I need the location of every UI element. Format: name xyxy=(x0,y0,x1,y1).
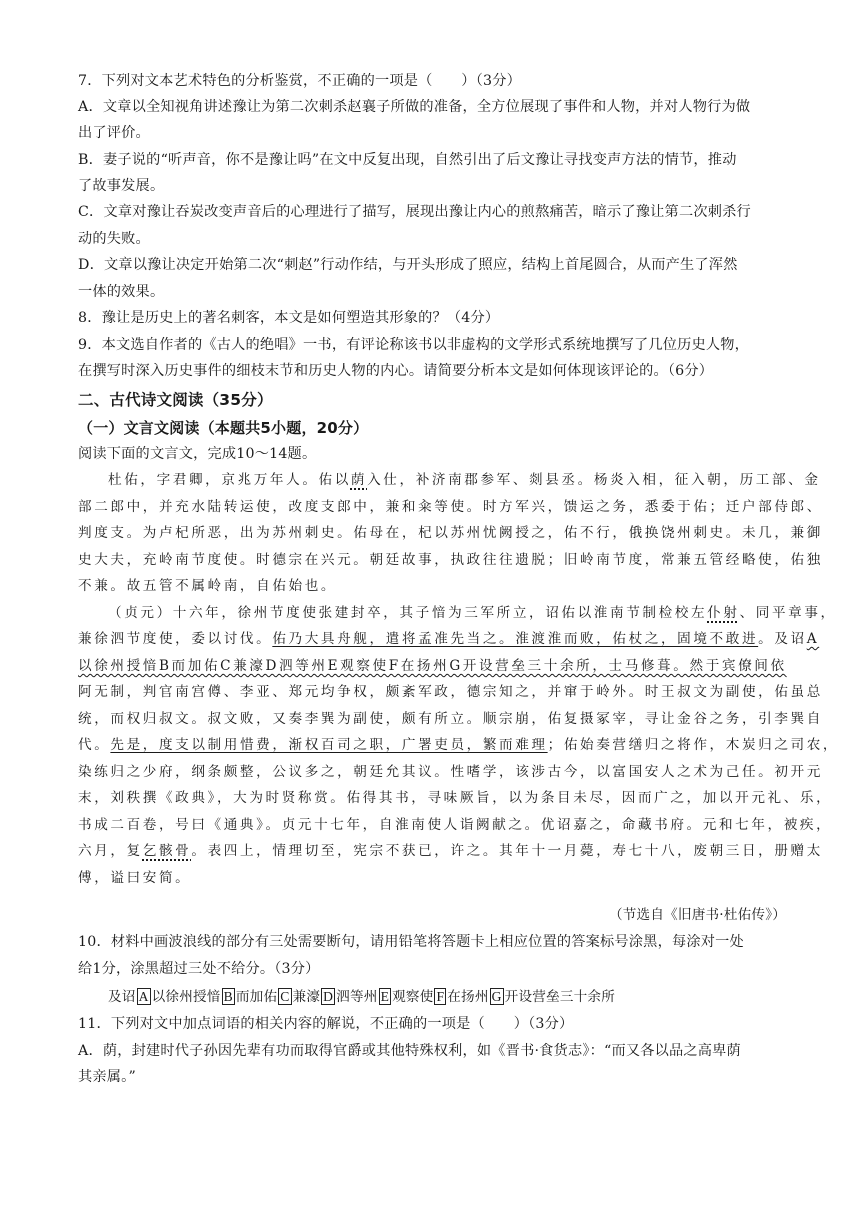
q11-stem: 11．下列对文中加点词语的相关内容的解说，不正确的一项是（ ）（3分） xyxy=(78,1016,574,1032)
dotted-word-qihaigu: 乞骸骨 xyxy=(142,843,192,859)
option-box-f[interactable]: F xyxy=(436,989,445,1004)
q7-option-d-line2: 一体的效果。 xyxy=(78,284,165,300)
passage-source: （节选自《旧唐书·杜佑传》） xyxy=(608,907,786,923)
passage-p2-line3-wavy: 以徐州授愔B而加佑C兼濠D泗等州E观察使F在扬州G开设营垒三十余所，士马修葺。然于宾僚间依 xyxy=(78,658,787,674)
option-box-c[interactable]: C xyxy=(280,989,290,1004)
q7-option-d-line1: D．文章以豫让决定开始第二次“刺赵”行动作结，与开头形成了照应，结构上首尾圆合，从而产生了浑然 xyxy=(78,257,738,273)
passage-p2-line11: 傅，谥曰安简。 xyxy=(78,870,192,886)
reading-instruction: 阅读下面的文言文，完成10～14题。 xyxy=(78,446,317,462)
passage-p1-line4: 史大夫，充岭南节度使。时德宗在兴元。朝廷故事，执政往往遗脱；旧岭南节度，常兼五管经略使，佑独 xyxy=(78,552,823,568)
passage-p2-line6: 代。先是，度支以制用惜费，渐权百司之职，广署吏员，繁而难理；佑始奏营缮归之将作，木炭归之司农， xyxy=(78,737,840,753)
dotted-word-puye: 仆射 xyxy=(707,605,740,621)
passage-p2-line8: 末，刘秩撰《政典》，大为时贤称赏。佑得其书，寻味厥旨，以为条目未尽，因而广之，加以开元礼、乐， xyxy=(78,790,833,806)
passage-p2-line4: 阿无制，判官南宫僔、李亚、郑元均争权，颇紊军政，德宗知之，并窜于岭外。时王叔文为副使，佑虽总 xyxy=(78,684,823,700)
q10-line1: 10．材料中画波浪线的部分有三处需要断句，请用铅笔将答题卡上相应位置的答案标号涂黑，每涂对一处 xyxy=(78,934,744,950)
option-box-b[interactable]: B xyxy=(223,989,233,1004)
underlined-sentence-2: 先是，度支以制用惜费，渐权百司之职，广署吏员，繁而难理 xyxy=(110,737,548,753)
q7-option-b-line1: B．妻子说的“听声音，你不是豫让吗”在文中反复出现，自然引出了后文豫让寻找变声方法的情节，推动 xyxy=(78,152,737,168)
option-box-d[interactable]: D xyxy=(323,989,334,1004)
passage-p1-line2: 部二郎中，并充水陆转运使，改度支郎中，兼和籴等使。时方军兴，馈运之务，悉委于佑；迁户部侍郎、 xyxy=(78,499,823,515)
passage-p1-line1: 杜佑，字君卿，京兆万年人。佑以荫入仕，补济南郡参军、剡县丞。杨炎入相，征入朝，历工部、金 xyxy=(108,472,821,488)
underlined-sentence-1: 佑乃大具舟舰，遣将孟准先当之。淮渡淮而败，佑杖之，固境不敢进 xyxy=(272,631,759,647)
q7-option-c-line1: C．文章对豫让吞炭改变声音后的心理进行了描写，展现出豫让内心的煎熬痛苦，暗示了豫让第二次刺杀行 xyxy=(78,204,751,220)
passage-p2-line9: 书成二百卷，号曰《通典》。贞元十七年，自淮南使人诣阙献之。优诏嘉之，命藏书府。元和七年，被疾， xyxy=(78,817,833,833)
passage-p1-line5: 不兼。故五管不属岭南，自佑始也。 xyxy=(78,578,338,594)
passage-p2-line2: 兼徐泗节度使，委以讨伐。佑乃大具舟舰，遣将孟准先当之。淮渡淮而败，佑杖之，固境不敢进。及诏A xyxy=(78,631,820,647)
q7-stem: 7．下列对文本艺术特色的分析鉴赏，不正确的一项是（ ）（3分） xyxy=(78,73,521,89)
q8-stem: 8．豫让是历史上的著名刺客，本文是如何塑造其形象的？（4分） xyxy=(78,310,500,326)
passage-p2-line1: （贞元）十六年，徐州节度使张建封卒，其子愔为三军所立，诏佑以淮南节制检校左仆射、同平章事， xyxy=(108,605,837,621)
q9-line1: 9．本文选自作者的《古人的绝唱》一书，有评论称该书以非虚构的文学形式系统地撰写了几位历史人物， xyxy=(78,337,750,353)
q7-option-b-line2: 了故事发展。 xyxy=(78,178,165,194)
passage-p1-line3: 判度支。为卢杞所恶，出为苏州刺史。佑母在，杞以苏州忧阙授之，佑不行，俄换饶州刺史。未几，兼御 xyxy=(78,525,823,541)
option-box-g[interactable]: G xyxy=(491,989,502,1004)
dotted-word-yin: 荫 xyxy=(350,472,368,488)
q9-line2: 在撰写时深入历史事件的细枝末节和历史人物的内心。请简要分析本文是如何体现该评论的。（6分） xyxy=(78,363,714,379)
q10-line2: 给1分，涂黑超过三处不给分。（3分） xyxy=(78,961,320,977)
subsection-heading: （一）文言文阅读（本题共5小题，20分） xyxy=(78,419,369,437)
q10-answer-options: 及诏 A 以徐州授愔 B 而加佑 C 兼濠 D 泗等州 E 观察使 F 在扬州 G 开设营垒三十余所 xyxy=(108,989,616,1005)
q7-option-a-line2: 出了评价。 xyxy=(78,125,150,141)
q11-option-a-line2: 其亲属。” xyxy=(78,1069,136,1085)
q11-option-a-line1: A．荫，封建时代子孙因先辈有功而取得官爵或其他特殊权利，如《晋书·食货志》：“而又各以品之高卑荫 xyxy=(78,1043,741,1059)
option-box-a[interactable]: A xyxy=(138,989,149,1004)
passage-p2-line7: 染练归之少府，纲条颇整，公议多之，朝廷允其议。性嗜学，该涉古今，以富国安人之术为己任。初开元 xyxy=(78,764,823,780)
passage-p2-line5: 统，而权归叔文。叔文败，又奏李巽为副使，颇有所立。顺宗崩，佑复摄冢宰，寻让金谷之务，引李巽自 xyxy=(78,711,823,727)
option-box-e[interactable]: E xyxy=(380,989,390,1004)
q7-option-a-line1: A．文章以全知视角讲述豫让为第二次刺杀赵襄子所做的准备，全方位展现了事件和人物，并对人物行为做 xyxy=(78,99,751,115)
q7-option-c-line2: 动的失败。 xyxy=(78,231,150,247)
section-heading: 二、古代诗文阅读（35分） xyxy=(78,391,273,409)
passage-p2-line10: 六月，复乞骸骨。表四上，情理切至，宪宗不获已，许之。其年十一月薨，寿七十八，废朝三日，册赠太 xyxy=(78,843,823,859)
